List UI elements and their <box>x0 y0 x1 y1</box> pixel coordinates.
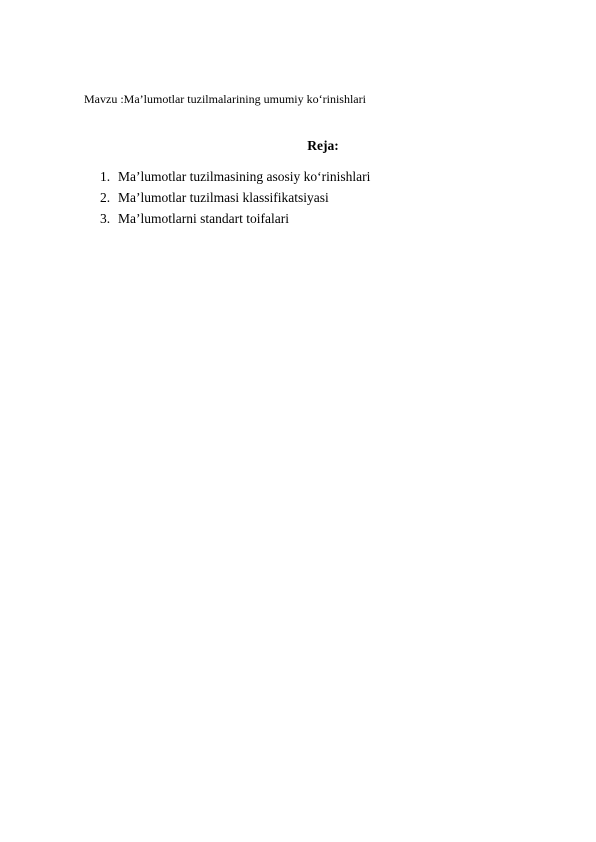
plan-item-number: 1. <box>100 169 111 184</box>
plan-list <box>100 166 370 229</box>
topic-line: Mavzu :Ma’lumotlar tuzilmalarining umumiy ko‘rinishlari <box>84 92 366 106</box>
plan-item-1 <box>100 166 370 187</box>
plan-item-text: Ma’lumotlar tuzilmasi klassifikatsiyasi <box>118 190 329 205</box>
plan-item-text: Ma’lumotlarni standart toifalari <box>118 211 289 226</box>
plan-item-text: Ma’lumotlar tuzilmasining asosiy ko‘rinishlari <box>118 169 371 184</box>
plan-item-3 <box>100 208 370 229</box>
plan-item-2 <box>100 187 370 208</box>
plan-item-number: 3. <box>100 211 111 226</box>
plan-heading: Reja: <box>307 138 339 153</box>
plan-item-number: 2. <box>100 190 111 205</box>
